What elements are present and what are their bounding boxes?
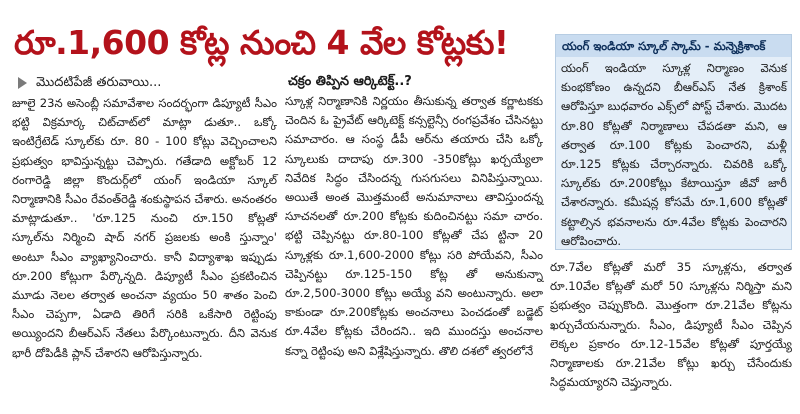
column-1-text: జూలై 23న అసెంబ్లీ సమావేశాల సందర్భంగా డిప్యూటీ సీఎం భట్టి విక్రమార్క చిట్‌చాట్‌లో మాట్లా డుతూ.. ఒక్కో ఇంటిగ్రేటెడ్ స్కూల్‌కు రూ. 80 - 100 కోట్లు వెచ్చించాలని ప్రభుత్వం భావిస్తున్నట్టు చెప్పారు. గతేడాది అక్టోబర్ 12 రంగారెడ్డి జిల్లా కొందుర్గ్‌లో యంగ్ ఇండియా స్కూల్ నిర్మాణానికి సీఎం రేవంత్‌రెడ్డి శంకుస్థాపన చేశారు. అనంతరం మాట్లాడుతూ.. 'రూ.125 నుంచి రూ.150 కోట్లతో స్కూల్‌ను నిర్మించి షాద్ నగర్ ప్రజలకు అంకి స్తున్నాం' అంటూ సీఎం వ్యాఖ్యానించారు. కానీ విద్యాశాఖ ఇప్పుడు రూ.200 కోట్లుగా పేర్కొన్నది. డిప్యూటీ సీఎం ప్రకటించిన మూడు నెలల తర్వాత అంచనా వ్యయం 50 శాతం పెంచి సీఎం చెప్పగా, ఏడాది తిరిగే సరికి ఒకేసారి రెట్టింపు అయ్యిందని బీఆర్ఎస్ నేతలు పేర్కొంటున్నారు. దీని వెనుక భారీ దోపిడీకి ప్లాన్ చేశారని ఆరోపిస్తున్నారు. [12,96,277,360]
column-2-text: స్కూళ్ల నిర్మాణానికి నిర్ణయం తీసుకున్న తర్వాత కర్ణాటకకు చెందిన ఓ ప్రైవేట్ ఆర్కిటెక్ట్ కన్సల్టెన్సీ రంగప్రవేశం చేసినట్టు సమాచారం. ఆ సంస్థ డీపీ ఆర్‌ను తయారు చేసి ఒక్కో స్కూలుకు దాదాపు రూ.300 -350కోట్లు ఖర్చయ్యేలా నివేదిక సిద్ధం చేసిందన్న గుసగుసలు వినిపిస్తున్నాయి. అయితే అంత మొత్తమంటే అనుమానాలు తావిస్తుందన్న సూచనలతో రూ.200 కోట్లకు కుదించినట్టు సమా చారం. భట్టి చెప్పినట్టు రూ.80-100 కోట్లతో చేప ట్టినా 20 స్కూళ్లకు రూ.1,600-2000 కోట్లు సరి పోయేవని, సీఎం చెప్పినట్టు రూ.125-150 కోట్ల తో అనుకున్నా రూ.2,500-3000 కోట్లు అయ్యే వని అంటున్నారు. అలా కాకుండా రూ.200కోట్లకు అంచనాలు పెంచడంతో బడ్జెట్ రూ.4వేల కోట్లకు చేరిందని.. ఇది ముందస్తు అంచనాల కన్నా రెట్టింపు అని విశ్లేషిస్తున్నారు. తొలి దశలో త్వరలోనే [285,94,543,358]
article-column-1 [12,94,277,363]
sidebar-title: యంగ్ ఇండియా స్కూల్ స్కామ్ - మన్నెక్రిశాంక్ [556,35,791,57]
sidebar-body: యంగ్ ఇండియా స్కూళ్ల నిర్మాణం వెనుక కుంభకోణం ఉన్నదని బీఆర్ఎస్ నేత క్రిశాంక్ ఆరోపిస్తూ బుధవారం ఎక్స్‌లో పోస్ట్ చేశారు. మొదట రూ.80 కోట్లతో నిర్మాణాలు చేపడతా మని, ఆ తర్వాత రూ.100 కోట్లకు పెంచారని, మళ్లీ రూ.125 కోట్లకు చేర్చారన్నారు. చివరికి ఒక్కో స్కూల్‌కు రూ.200కోట్లు కేటాయిస్తూ జీవో జారీ చేశారన్నారు. కమీషన్ల కోసమే రూ.1,600 కోట్లతో కట్టాల్సిన భవనాలను రూ.4వేల కోట్లకు పెంచారని ఆరోపించారు. [561,61,787,248]
sidebar-box [555,34,792,250]
kicker: మొదటిపేజీ తరువాయి... [36,75,162,90]
triangle-right-icon [16,76,28,90]
column-3-text: రూ.7వేల కోట్లతో మరో 35 స్కూళ్లను, తర్వాత రూ.10వేల కోట్లతో మరో 50 స్కూళ్లను నిర్మిస్తా మని ప్రభుత్వం చెప్పుకొంది. మొత్తంగా రూ.21వేల కోట్లను ఖర్చుచేయనున్నారు. సీఎం, డిప్యూటీ సీఎం చెప్పిన లెక్కల ప్రకారం రూ.12-15వేల కోట్లతో పూర్తయ్యే నిర్మాణాలకు రూ.21వేల కోట్లు ఖర్చు చేసేందుకు సిద్ధమయ్యారని చెప్తున్నారు. [550,260,792,390]
article-column-2 [285,92,543,361]
article-column-3 [550,258,792,392]
subheading: చక్రం తిప్పిన ఆర్కిటెక్ట్..? [288,74,412,89]
headline: రూ.1,600 కోట్ల నుంచి 4 వేల కోట్లకు! [14,23,509,62]
